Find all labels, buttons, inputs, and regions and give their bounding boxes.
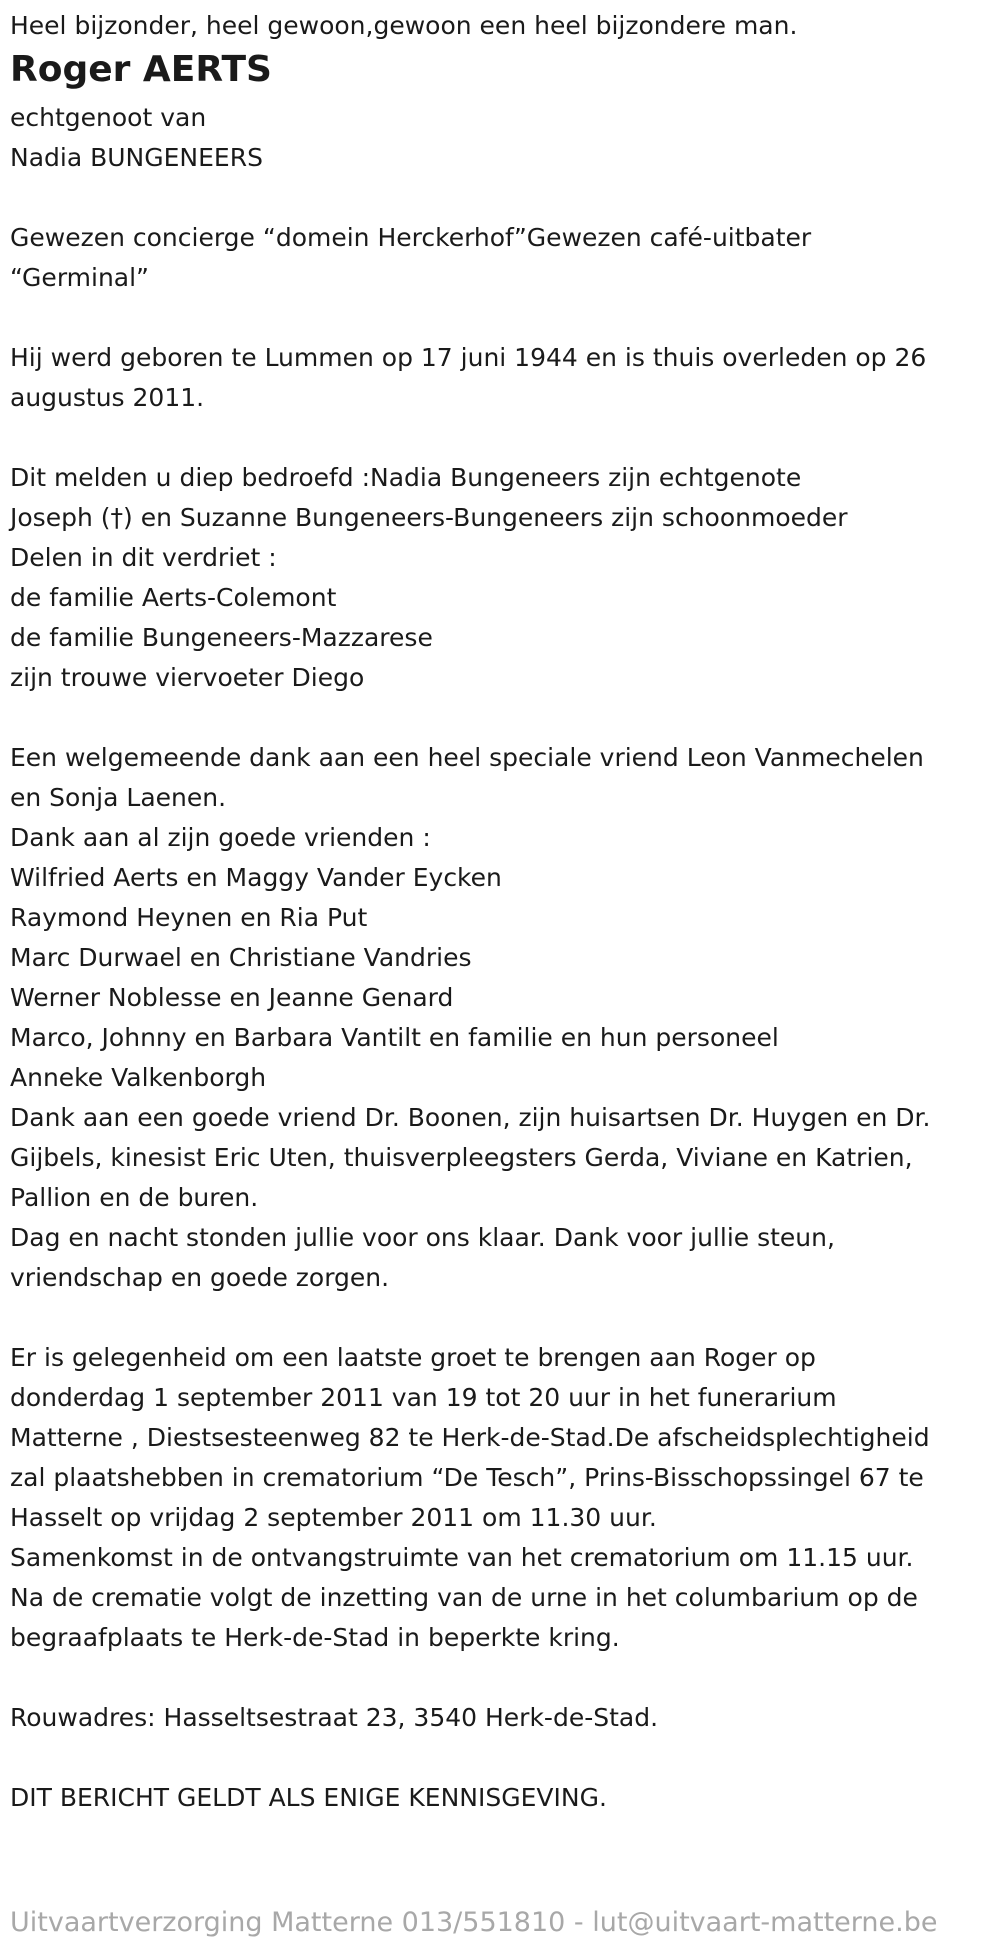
paragraph-line: Delen in dit verdriet : bbox=[10, 543, 277, 572]
paragraph-line: Marco, Johnny en Barbara Vantilt en familie en hun personeel bbox=[10, 1023, 779, 1052]
paragraph-line: Marc Durwael en Christiane Vandries bbox=[10, 943, 472, 972]
paragraph-line: augustus 2011. bbox=[10, 383, 205, 412]
ceremony-paragraph bbox=[10, 1338, 995, 1658]
paragraph-line: Wilfried Aerts en Maggy Vander Eycken bbox=[10, 863, 502, 892]
spacer bbox=[10, 698, 995, 738]
paragraph-line: Er is gelegenheid om een laatste groet te brengen aan Roger op bbox=[10, 1343, 816, 1372]
family-paragraph bbox=[10, 458, 995, 698]
paragraph-line: “Germinal” bbox=[10, 263, 150, 292]
paragraph-line: Dit melden u diep bedroefd :Nadia Bungeneers zijn echtgenote bbox=[10, 463, 802, 492]
birth-death-paragraph bbox=[10, 338, 995, 418]
spouse-label: echtgenoot van bbox=[10, 103, 207, 132]
spacer bbox=[10, 1298, 995, 1338]
mourning-address: Rouwadres: Hasseltsestraat 23, 3540 Herk-de-Stad. bbox=[10, 1703, 659, 1732]
paragraph-line: Dank aan al zijn goede vrienden : bbox=[10, 823, 431, 852]
paragraph-line: Pallion en de buren. bbox=[10, 1183, 259, 1212]
paragraph-line: Werner Noblesse en Jeanne Genard bbox=[10, 983, 454, 1012]
paragraph-line: Hij werd geboren te Lummen op 17 juni 1944 en is thuis overleden op 26 bbox=[10, 343, 927, 372]
paragraph-line: Matterne , Diestsesteenweg 82 te Herk-de-Stad.De afscheidsplechtigheid bbox=[10, 1423, 930, 1452]
paragraph-line: de familie Bungeneers-Mazzarese bbox=[10, 623, 433, 652]
paragraph-line: Gijbels, kinesist Eric Uten, thuisverpleegsters Gerda, Viviane en Katrien, bbox=[10, 1143, 913, 1172]
thanks-paragraph bbox=[10, 738, 995, 1298]
paragraph-line: Hasselt op vrijdag 2 september 2011 om 11.30 uur. bbox=[10, 1503, 657, 1532]
paragraph-line: Na de crematie volgt de inzetting van de urne in het columbarium op de bbox=[10, 1583, 918, 1612]
paragraph-line: Dank aan een goede vriend Dr. Boonen, zijn huisartsen Dr. Huygen en Dr. bbox=[10, 1103, 931, 1132]
spacer bbox=[10, 418, 995, 458]
paragraph-line: donderdag 1 september 2011 van 19 tot 20 uur in het funerarium bbox=[10, 1383, 837, 1412]
spacer bbox=[10, 1658, 995, 1698]
spacer bbox=[10, 178, 995, 218]
paragraph-line: vriendschap en goede zorgen. bbox=[10, 1263, 390, 1292]
notice-text: DIT BERICHT GELDT ALS ENIGE KENNISGEVING. bbox=[10, 1783, 607, 1812]
paragraph-line: Een welgemeende dank aan een heel speciale vriend Leon Vanmechelen bbox=[10, 743, 924, 772]
paragraph-line: en Sonja Laenen. bbox=[10, 783, 227, 812]
intro-text: Heel bijzonder, heel gewoon,gewoon een heel bijzondere man. bbox=[10, 11, 798, 40]
paragraph-line: Gewezen concierge “domein Herckerhof”Gewezen café-uitbater bbox=[10, 223, 812, 252]
spacer bbox=[10, 298, 995, 338]
paragraph-line: de familie Aerts-Colemont bbox=[10, 583, 337, 612]
paragraph-line: Joseph (†) en Suzanne Bungeneers-Bungeneers zijn schoonmoeder bbox=[10, 503, 848, 532]
paragraph-line: zal plaatshebben in crematorium “De Tesch”, Prins-Bisschopssingel 67 te bbox=[10, 1463, 924, 1492]
funeral-director-footer: Uitvaartverzorging Matterne 013/551810 - lut@uitvaart-matterne.be bbox=[10, 1907, 938, 1938]
paragraph-line: Dag en nacht stonden jullie voor ons klaar. Dank voor jullie steun, bbox=[10, 1223, 835, 1252]
paragraph-line: Raymond Heynen en Ria Put bbox=[10, 903, 368, 932]
obituary-document bbox=[10, 6, 995, 1818]
spacer bbox=[10, 1738, 995, 1778]
spouse-name: Nadia BUNGENEERS bbox=[10, 143, 263, 172]
paragraph-line: Anneke Valkenborgh bbox=[10, 1063, 267, 1092]
paragraph-line: Samenkomst in de ontvangstruimte van het crematorium om 11.15 uur. bbox=[10, 1543, 914, 1572]
occupation-paragraph bbox=[10, 218, 995, 298]
deceased-name: Roger AERTS bbox=[10, 49, 272, 90]
paragraph-line: begraafplaats te Herk-de-Stad in beperkte kring. bbox=[10, 1623, 620, 1652]
paragraph-line: zijn trouwe viervoeter Diego bbox=[10, 663, 365, 692]
